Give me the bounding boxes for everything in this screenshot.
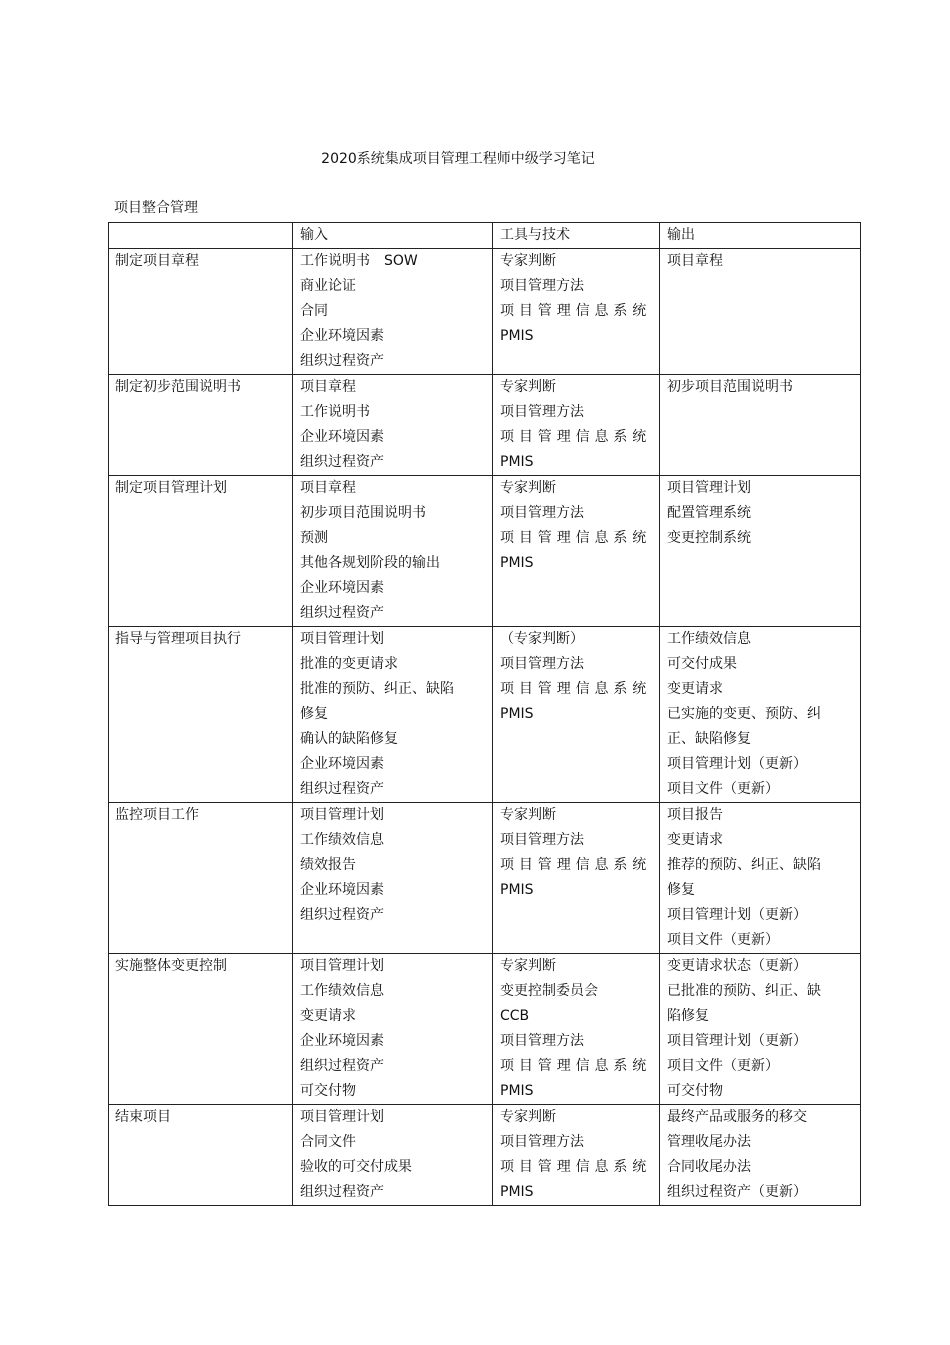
header-tools: 工具与技术	[493, 223, 660, 249]
tool-item: 专家判断	[500, 379, 556, 395]
input-item: 其他各规划阶段的输出	[300, 555, 440, 571]
inputs-cell	[293, 476, 493, 627]
tool-item: 项目管理方法	[500, 1033, 584, 1049]
header-process	[109, 223, 293, 249]
outputs-cell	[660, 375, 861, 476]
input-item: 组织过程资产	[300, 1184, 384, 1200]
tool-item: 项目管理信息系统	[500, 681, 652, 697]
input-item: 企业环境因素	[300, 882, 384, 898]
input-item: 组织过程资产	[300, 781, 384, 797]
table-row	[109, 627, 861, 803]
tool-item: 变更控制委员会	[500, 983, 598, 999]
tool-item: PMIS	[500, 1083, 534, 1099]
inputs-cell	[293, 249, 493, 375]
output-item: 已实施的变更、预防、纠	[667, 706, 821, 722]
output-item: 陷修复	[667, 1008, 709, 1024]
output-item: 项目文件（更新）	[667, 1058, 779, 1074]
input-item: 确认的缺陷修复	[300, 731, 398, 747]
output-item: 项目管理计划（更新）	[667, 907, 807, 923]
output-item: 项目报告	[667, 807, 723, 823]
tool-item: 项目管理方法	[500, 505, 584, 521]
table-row	[109, 249, 861, 375]
tool-item: 项目管理方法	[500, 832, 584, 848]
output-item: 变更控制系统	[667, 530, 751, 546]
tools-cell	[493, 375, 660, 476]
tool-item: 项目管理信息系统	[500, 1058, 652, 1074]
output-item: 最终产品或服务的移交	[667, 1109, 807, 1125]
tool-item: （专家判断）	[500, 631, 584, 647]
output-item: 合同收尾办法	[667, 1159, 751, 1175]
outputs-cell	[660, 954, 861, 1105]
input-item: 组织过程资产	[300, 907, 384, 923]
inputs-cell	[293, 1105, 493, 1206]
tool-item: 专家判断	[500, 958, 556, 974]
tool-item: 项目管理信息系统	[500, 303, 652, 319]
output-item: 项目文件（更新）	[667, 781, 779, 797]
tool-item: 项目管理方法	[500, 404, 584, 420]
input-item: 工作绩效信息	[300, 983, 384, 999]
input-item: 初步项目范围说明书	[300, 505, 426, 521]
input-item: 批准的变更请求	[300, 656, 398, 672]
tool-item: PMIS	[500, 328, 534, 344]
input-item: 修复	[300, 706, 328, 722]
process-name-cell: 制定项目章程	[109, 249, 293, 375]
tools-cell	[493, 803, 660, 954]
input-item: 组织过程资产	[300, 605, 384, 621]
output-item: 项目管理计划	[667, 480, 751, 496]
header-outputs: 输出	[660, 223, 861, 249]
output-item: 配置管理系统	[667, 505, 751, 521]
process-name-cell: 制定项目管理计划	[109, 476, 293, 627]
tools-cell	[493, 249, 660, 375]
input-item: 批准的预防、纠正、缺陷	[300, 681, 454, 697]
output-item: 已批准的预防、纠正、缺	[667, 983, 821, 999]
process-name-cell: 结束项目	[109, 1105, 293, 1206]
input-item: 项目管理计划	[300, 807, 384, 823]
inputs-cell	[293, 954, 493, 1105]
process-name-cell: 实施整体变更控制	[109, 954, 293, 1105]
process-name-cell: 指导与管理项目执行	[109, 627, 293, 803]
inputs-cell	[293, 803, 493, 954]
input-item: 可交付物	[300, 1083, 356, 1099]
input-item: 变更请求	[300, 1008, 356, 1024]
input-item: 合同文件	[300, 1134, 356, 1150]
tools-cell	[493, 476, 660, 627]
input-item: 项目管理计划	[300, 958, 384, 974]
tool-item: 项目管理信息系统	[500, 857, 652, 873]
input-item: 验收的可交付成果	[300, 1159, 412, 1175]
tool-item: 项目管理信息系统	[500, 530, 652, 546]
output-item: 项目章程	[667, 253, 723, 269]
output-item: 初步项目范围说明书	[667, 379, 793, 395]
table-row	[109, 954, 861, 1105]
tools-cell	[493, 954, 660, 1105]
input-item: 企业环境因素	[300, 328, 384, 344]
output-item: 修复	[667, 882, 695, 898]
output-item: 项目文件（更新）	[667, 932, 779, 948]
input-item: 工作说明书 SOW	[300, 253, 418, 269]
input-item: 企业环境因素	[300, 1033, 384, 1049]
output-item: 项目管理计划（更新）	[667, 756, 807, 772]
input-item: 企业环境因素	[300, 429, 384, 445]
input-item: 项目管理计划	[300, 631, 384, 647]
tool-item: 项目管理信息系统	[500, 1159, 652, 1175]
input-item: 项目管理计划	[300, 1109, 384, 1125]
input-item: 商业论证	[300, 278, 356, 294]
tool-item: 专家判断	[500, 807, 556, 823]
integration-management-table	[108, 222, 861, 1206]
input-item: 项目章程	[300, 379, 356, 395]
input-item: 组织过程资产	[300, 454, 384, 470]
table-header-row	[109, 223, 861, 249]
input-item: 合同	[300, 303, 328, 319]
tool-item: PMIS	[500, 1184, 534, 1200]
input-item: 组织过程资产	[300, 353, 384, 369]
output-item: 可交付物	[667, 1083, 723, 1099]
input-item: 预测	[300, 530, 328, 546]
page-title: 2020系统集成项目管理工程师中级学习笔记	[321, 151, 595, 167]
tool-item: PMIS	[500, 454, 534, 470]
output-item: 变更请求	[667, 832, 723, 848]
input-item: 绩效报告	[300, 857, 356, 873]
input-item: 组织过程资产	[300, 1058, 384, 1074]
outputs-cell	[660, 249, 861, 375]
output-item: 项目管理计划（更新）	[667, 1033, 807, 1049]
outputs-cell	[660, 1105, 861, 1206]
output-item: 变更请求	[667, 681, 723, 697]
output-item: 推荐的预防、纠正、缺陷	[667, 857, 821, 873]
output-item: 正、缺陷修复	[667, 731, 751, 747]
output-item: 管理收尾办法	[667, 1134, 751, 1150]
section-title: 项目整合管理	[114, 200, 198, 216]
tools-cell	[493, 1105, 660, 1206]
process-name-cell: 监控项目工作	[109, 803, 293, 954]
tool-item: PMIS	[500, 706, 534, 722]
tool-item: 专家判断	[500, 1109, 556, 1125]
outputs-cell	[660, 803, 861, 954]
tool-item: 项目管理方法	[500, 278, 584, 294]
table-row	[109, 1105, 861, 1206]
process-name-cell: 制定初步范围说明书	[109, 375, 293, 476]
tool-item: PMIS	[500, 882, 534, 898]
tool-item: 专家判断	[500, 253, 556, 269]
input-item: 企业环境因素	[300, 580, 384, 596]
input-item: 工作绩效信息	[300, 832, 384, 848]
outputs-cell	[660, 476, 861, 627]
header-inputs: 输入	[293, 223, 493, 249]
input-item: 项目章程	[300, 480, 356, 496]
inputs-cell	[293, 627, 493, 803]
output-item: 可交付成果	[667, 656, 737, 672]
tool-item: 项目管理信息系统	[500, 429, 652, 445]
tools-cell	[493, 627, 660, 803]
table-row	[109, 476, 861, 627]
output-item: 变更请求状态（更新）	[667, 958, 807, 974]
table-row	[109, 375, 861, 476]
table-row	[109, 803, 861, 954]
table-body	[109, 249, 861, 1206]
outputs-cell	[660, 627, 861, 803]
input-item: 工作说明书	[300, 404, 370, 420]
tool-item: 项目管理方法	[500, 1134, 584, 1150]
tool-item: PMIS	[500, 555, 534, 571]
tool-item: 专家判断	[500, 480, 556, 496]
tool-item: CCB	[500, 1008, 530, 1024]
output-item: 工作绩效信息	[667, 631, 751, 647]
inputs-cell	[293, 375, 493, 476]
output-item: 组织过程资产（更新）	[667, 1184, 807, 1200]
tool-item: 项目管理方法	[500, 656, 584, 672]
input-item: 企业环境因素	[300, 756, 384, 772]
